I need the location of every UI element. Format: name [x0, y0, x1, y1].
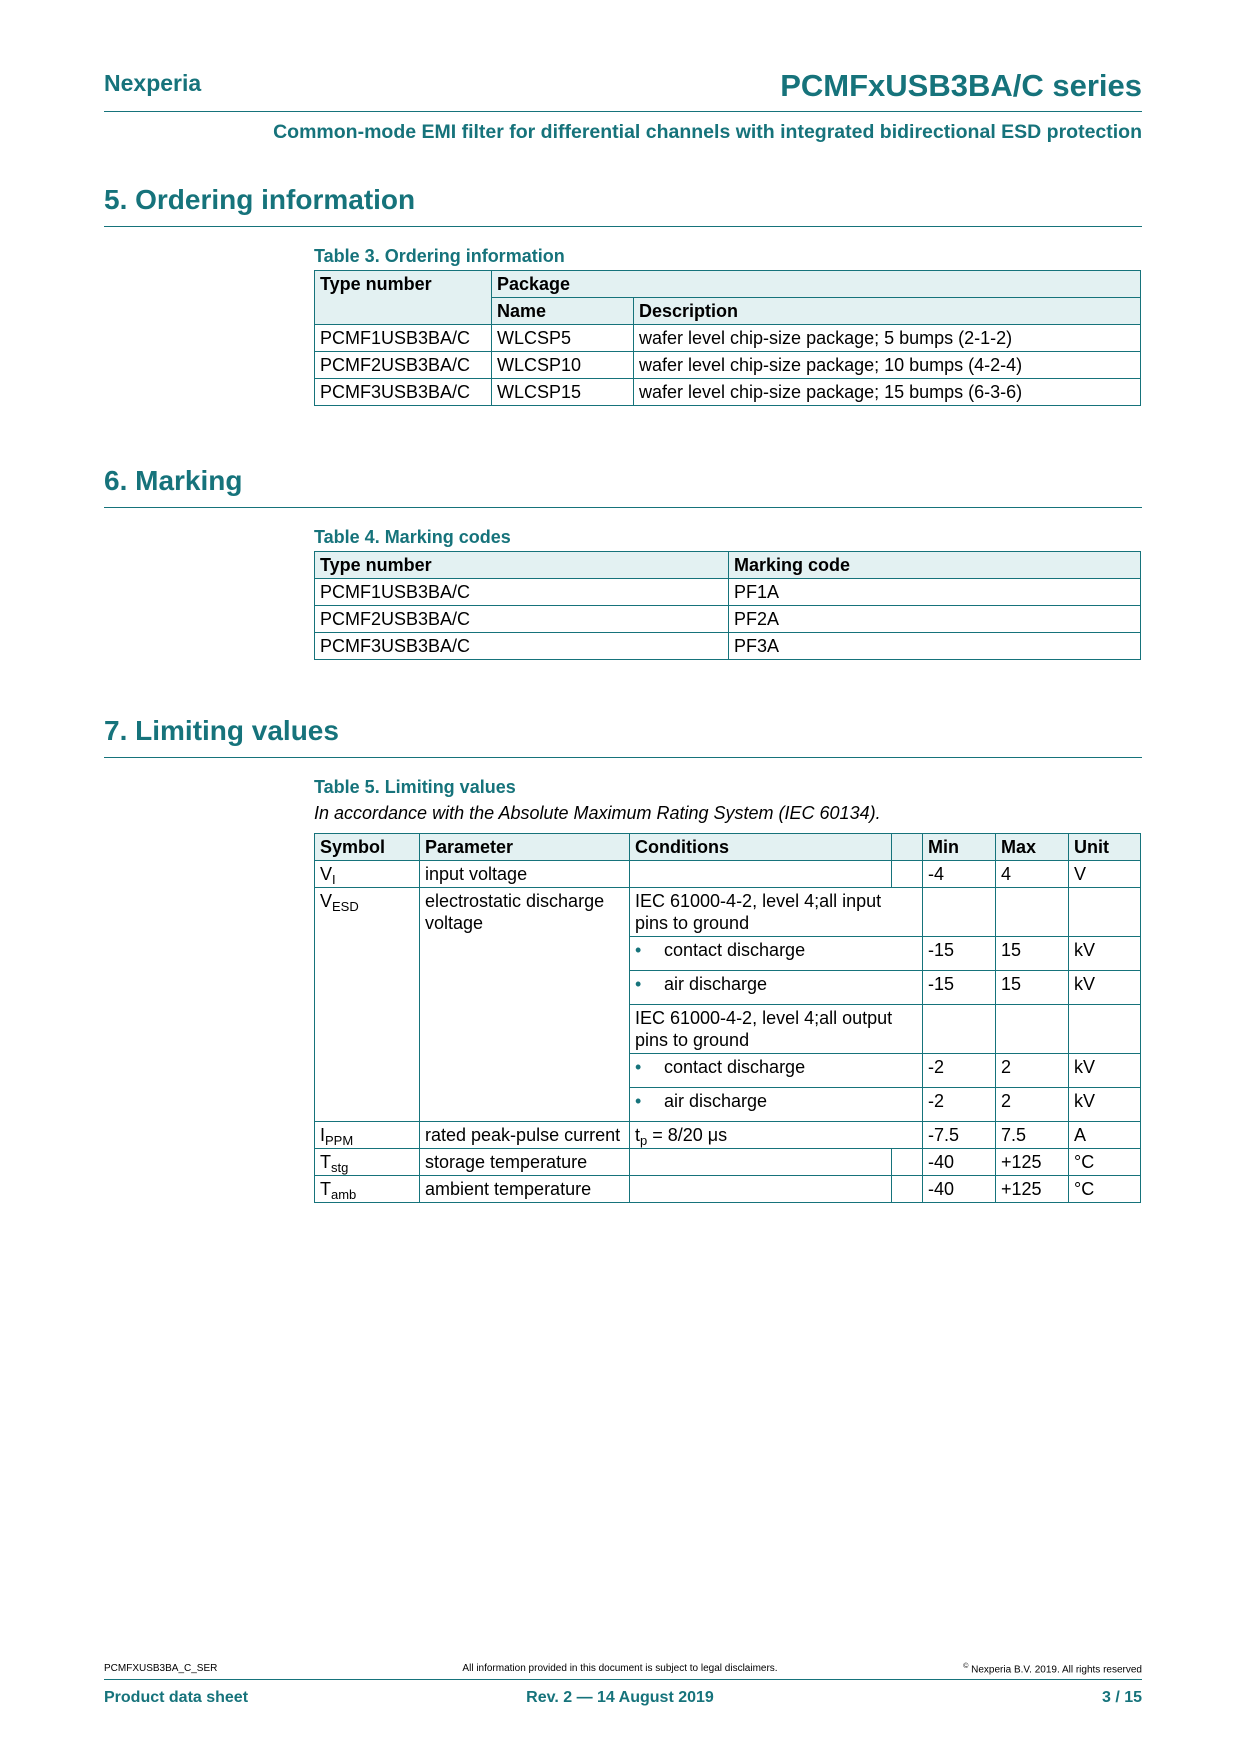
cell-min: -15: [923, 971, 996, 1005]
section-divider: [104, 226, 1142, 227]
cell-parameter: rated peak-pulse current: [420, 1122, 630, 1149]
bullet-icon: •: [635, 940, 642, 960]
cell-package-name: WLCSP10: [492, 352, 634, 379]
cell-unit: kV: [1069, 971, 1141, 1005]
cell-max: 2: [996, 1088, 1069, 1122]
cell-min: [923, 888, 996, 937]
symbol-main: I: [320, 1125, 326, 1145]
section-divider: [104, 757, 1142, 758]
cell-marking-code: PF2A: [729, 606, 1141, 633]
footer-doc-id: PCMFXUSB3BA_C_SER: [104, 1663, 218, 1674]
bullet-icon: •: [635, 974, 642, 994]
section-title-ordering: 5. Ordering information: [104, 184, 416, 215]
header-divider: [104, 111, 1142, 112]
cell-symbol: [315, 1176, 420, 1203]
table-row: [315, 379, 1141, 406]
table-header-row: [315, 552, 1141, 579]
col-header-min: Min: [923, 834, 996, 861]
cell-conditions: IEC 61000-4-2, level 4;all output pins to ground: [630, 1005, 923, 1054]
cell-marking-code: PF3A: [729, 633, 1141, 660]
document-title: PCMFxUSB3BA/C series: [780, 68, 1142, 103]
condition-value: = 8/20 μs: [647, 1125, 728, 1145]
cell-marking-code: PF1A: [729, 579, 1141, 606]
cell-conditions: [630, 937, 923, 971]
cell-max: 4: [996, 861, 1069, 888]
limiting-values-table: [314, 833, 1141, 1203]
cell-conditions: [630, 1088, 923, 1122]
table-header-row: [315, 834, 1141, 861]
cell-spacer: [892, 1176, 923, 1203]
cell-unit: kV: [1069, 1054, 1141, 1088]
table-row: [315, 1122, 1141, 1149]
cell-min: -40: [923, 1149, 996, 1176]
table-row: [315, 352, 1141, 379]
condition-subscript: p: [640, 1133, 648, 1148]
cell-type-number: PCMF1USB3BA/C: [315, 579, 729, 606]
marking-table: [314, 551, 1141, 660]
cell-max: [996, 888, 1069, 937]
col-header-unit: Unit: [1069, 834, 1141, 861]
cell-unit: [1069, 888, 1141, 937]
cell-min: -2: [923, 1054, 996, 1088]
bullet-icon: •: [635, 1091, 642, 1111]
col-header-type-number: Type number: [315, 271, 492, 325]
symbol-subscript: PPM: [325, 1133, 354, 1148]
cell-type-number: PCMF3USB3BA/C: [315, 633, 729, 660]
cell-max: 15: [996, 937, 1069, 971]
cell-symbol: [315, 888, 420, 1122]
col-header-name: Name: [492, 298, 634, 325]
cell-unit: °C: [1069, 1149, 1141, 1176]
footer-divider: [104, 1679, 1142, 1680]
cell-conditions: [630, 971, 923, 1005]
cell-max: 7.5: [996, 1122, 1069, 1149]
cell-conditions: [630, 1149, 892, 1176]
cell-type-number: PCMF3USB3BA/C: [315, 379, 492, 406]
cell-type-number: PCMF2USB3BA/C: [315, 352, 492, 379]
cell-min: -4: [923, 861, 996, 888]
section-title-marking: 6. Marking: [104, 465, 243, 496]
cell-conditions: [630, 1122, 923, 1149]
symbol-main: V: [320, 891, 333, 911]
table4-caption: Table 4. Marking codes: [314, 527, 511, 547]
col-header-type-number: Type number: [315, 552, 729, 579]
cell-package-description: wafer level chip-size package; 5 bumps (2-1-2): [634, 325, 1141, 352]
cell-type-number: PCMF1USB3BA/C: [315, 325, 492, 352]
col-header-spacer: [892, 834, 923, 861]
cell-parameter: ambient temperature: [420, 1176, 630, 1203]
table5-note: In accordance with the Absolute Maximum Rating System (IEC 60134).: [314, 803, 881, 823]
symbol-subscript: amb: [331, 1187, 357, 1202]
cell-min: -2: [923, 1088, 996, 1122]
cell-conditions: IEC 61000-4-2, level 4;all input pins to ground: [630, 888, 923, 937]
cell-package-description: wafer level chip-size package; 15 bumps (6-3-6): [634, 379, 1141, 406]
section-title-limiting: 7. Limiting values: [104, 715, 339, 746]
condition-label: air discharge: [664, 1091, 768, 1111]
table-row: [315, 888, 1141, 937]
col-header-description: Description: [634, 298, 1141, 325]
symbol-main: V: [320, 864, 333, 884]
cell-parameter: input voltage: [420, 861, 630, 888]
symbol-main: T: [320, 1179, 331, 1199]
cell-conditions: [630, 1054, 923, 1088]
cell-symbol: [315, 1149, 420, 1176]
symbol-subscript: I: [332, 872, 336, 887]
cell-package-name: WLCSP5: [492, 325, 634, 352]
symbol-subscript: ESD: [332, 899, 359, 914]
footer-copyright: [963, 1663, 1142, 1675]
col-header-symbol: Symbol: [315, 834, 420, 861]
footer-disclaimer: All information provided in this document is subject to legal disclaimers.: [462, 1663, 778, 1674]
footer-page-number: 3 / 15: [1101, 1689, 1142, 1706]
table-row: [315, 325, 1141, 352]
table-row: [315, 1149, 1141, 1176]
cell-type-number: PCMF2USB3BA/C: [315, 606, 729, 633]
col-header-parameter: Parameter: [420, 834, 630, 861]
cell-spacer: [892, 861, 923, 888]
cell-unit: [1069, 1005, 1141, 1054]
condition-label: air discharge: [664, 974, 768, 994]
symbol-subscript: stg: [331, 1160, 349, 1175]
cell-symbol: [315, 861, 420, 888]
table-row: [315, 633, 1141, 660]
bullet-icon: •: [635, 1057, 642, 1077]
table-header-row: [315, 271, 1141, 298]
cell-min: -15: [923, 937, 996, 971]
table-row: [315, 1176, 1141, 1203]
table-row: [315, 606, 1141, 633]
cell-min: [923, 1005, 996, 1054]
cell-max: +125: [996, 1149, 1069, 1176]
table5-caption: Table 5. Limiting values: [314, 777, 516, 797]
cell-parameter: storage temperature: [420, 1149, 630, 1176]
cell-unit: A: [1069, 1122, 1141, 1149]
cell-unit: V: [1069, 861, 1141, 888]
table-row: [315, 861, 1141, 888]
cell-min: -7.5: [923, 1122, 996, 1149]
table3-caption: Table 3. Ordering information: [314, 246, 565, 266]
col-header-marking-code: Marking code: [729, 552, 1141, 579]
cell-max: 2: [996, 1054, 1069, 1088]
cell-unit: °C: [1069, 1176, 1141, 1203]
copyright-icon: ©: [963, 1663, 969, 1670]
cell-spacer: [892, 1149, 923, 1176]
col-header-max: Max: [996, 834, 1069, 861]
ordering-table: [314, 270, 1141, 406]
cell-max: +125: [996, 1176, 1069, 1203]
document-subtitle: Common-mode EMI filter for differential channels with integrated bidirectional ESD protection: [273, 121, 1142, 143]
cell-symbol: [315, 1122, 420, 1149]
cell-conditions: [630, 861, 892, 888]
copyright-text: Nexperia B.V. 2019. All rights reserved: [968, 1664, 1142, 1676]
col-header-package: Package: [492, 271, 1141, 298]
condition-label: contact discharge: [664, 1057, 806, 1077]
cell-package-description: wafer level chip-size package; 10 bumps (4-2-4): [634, 352, 1141, 379]
cell-package-name: WLCSP15: [492, 379, 634, 406]
cell-max: 15: [996, 971, 1069, 1005]
cell-conditions: [630, 1176, 892, 1203]
table-row: [315, 579, 1141, 606]
section-divider: [104, 507, 1142, 508]
condition-label: contact discharge: [664, 940, 806, 960]
cell-unit: kV: [1069, 937, 1141, 971]
cell-parameter: electrostatic discharge voltage: [420, 888, 630, 1122]
cell-max: [996, 1005, 1069, 1054]
footer-doc-type: Product data sheet: [104, 1689, 249, 1706]
condition-symbol: t: [635, 1125, 641, 1145]
cell-unit: kV: [1069, 1088, 1141, 1122]
cell-min: -40: [923, 1176, 996, 1203]
footer-revision: Rev. 2 — 14 August 2019: [526, 1689, 714, 1706]
symbol-main: T: [320, 1152, 331, 1172]
col-header-conditions: Conditions: [630, 834, 892, 861]
brand-name: Nexperia: [104, 70, 202, 96]
